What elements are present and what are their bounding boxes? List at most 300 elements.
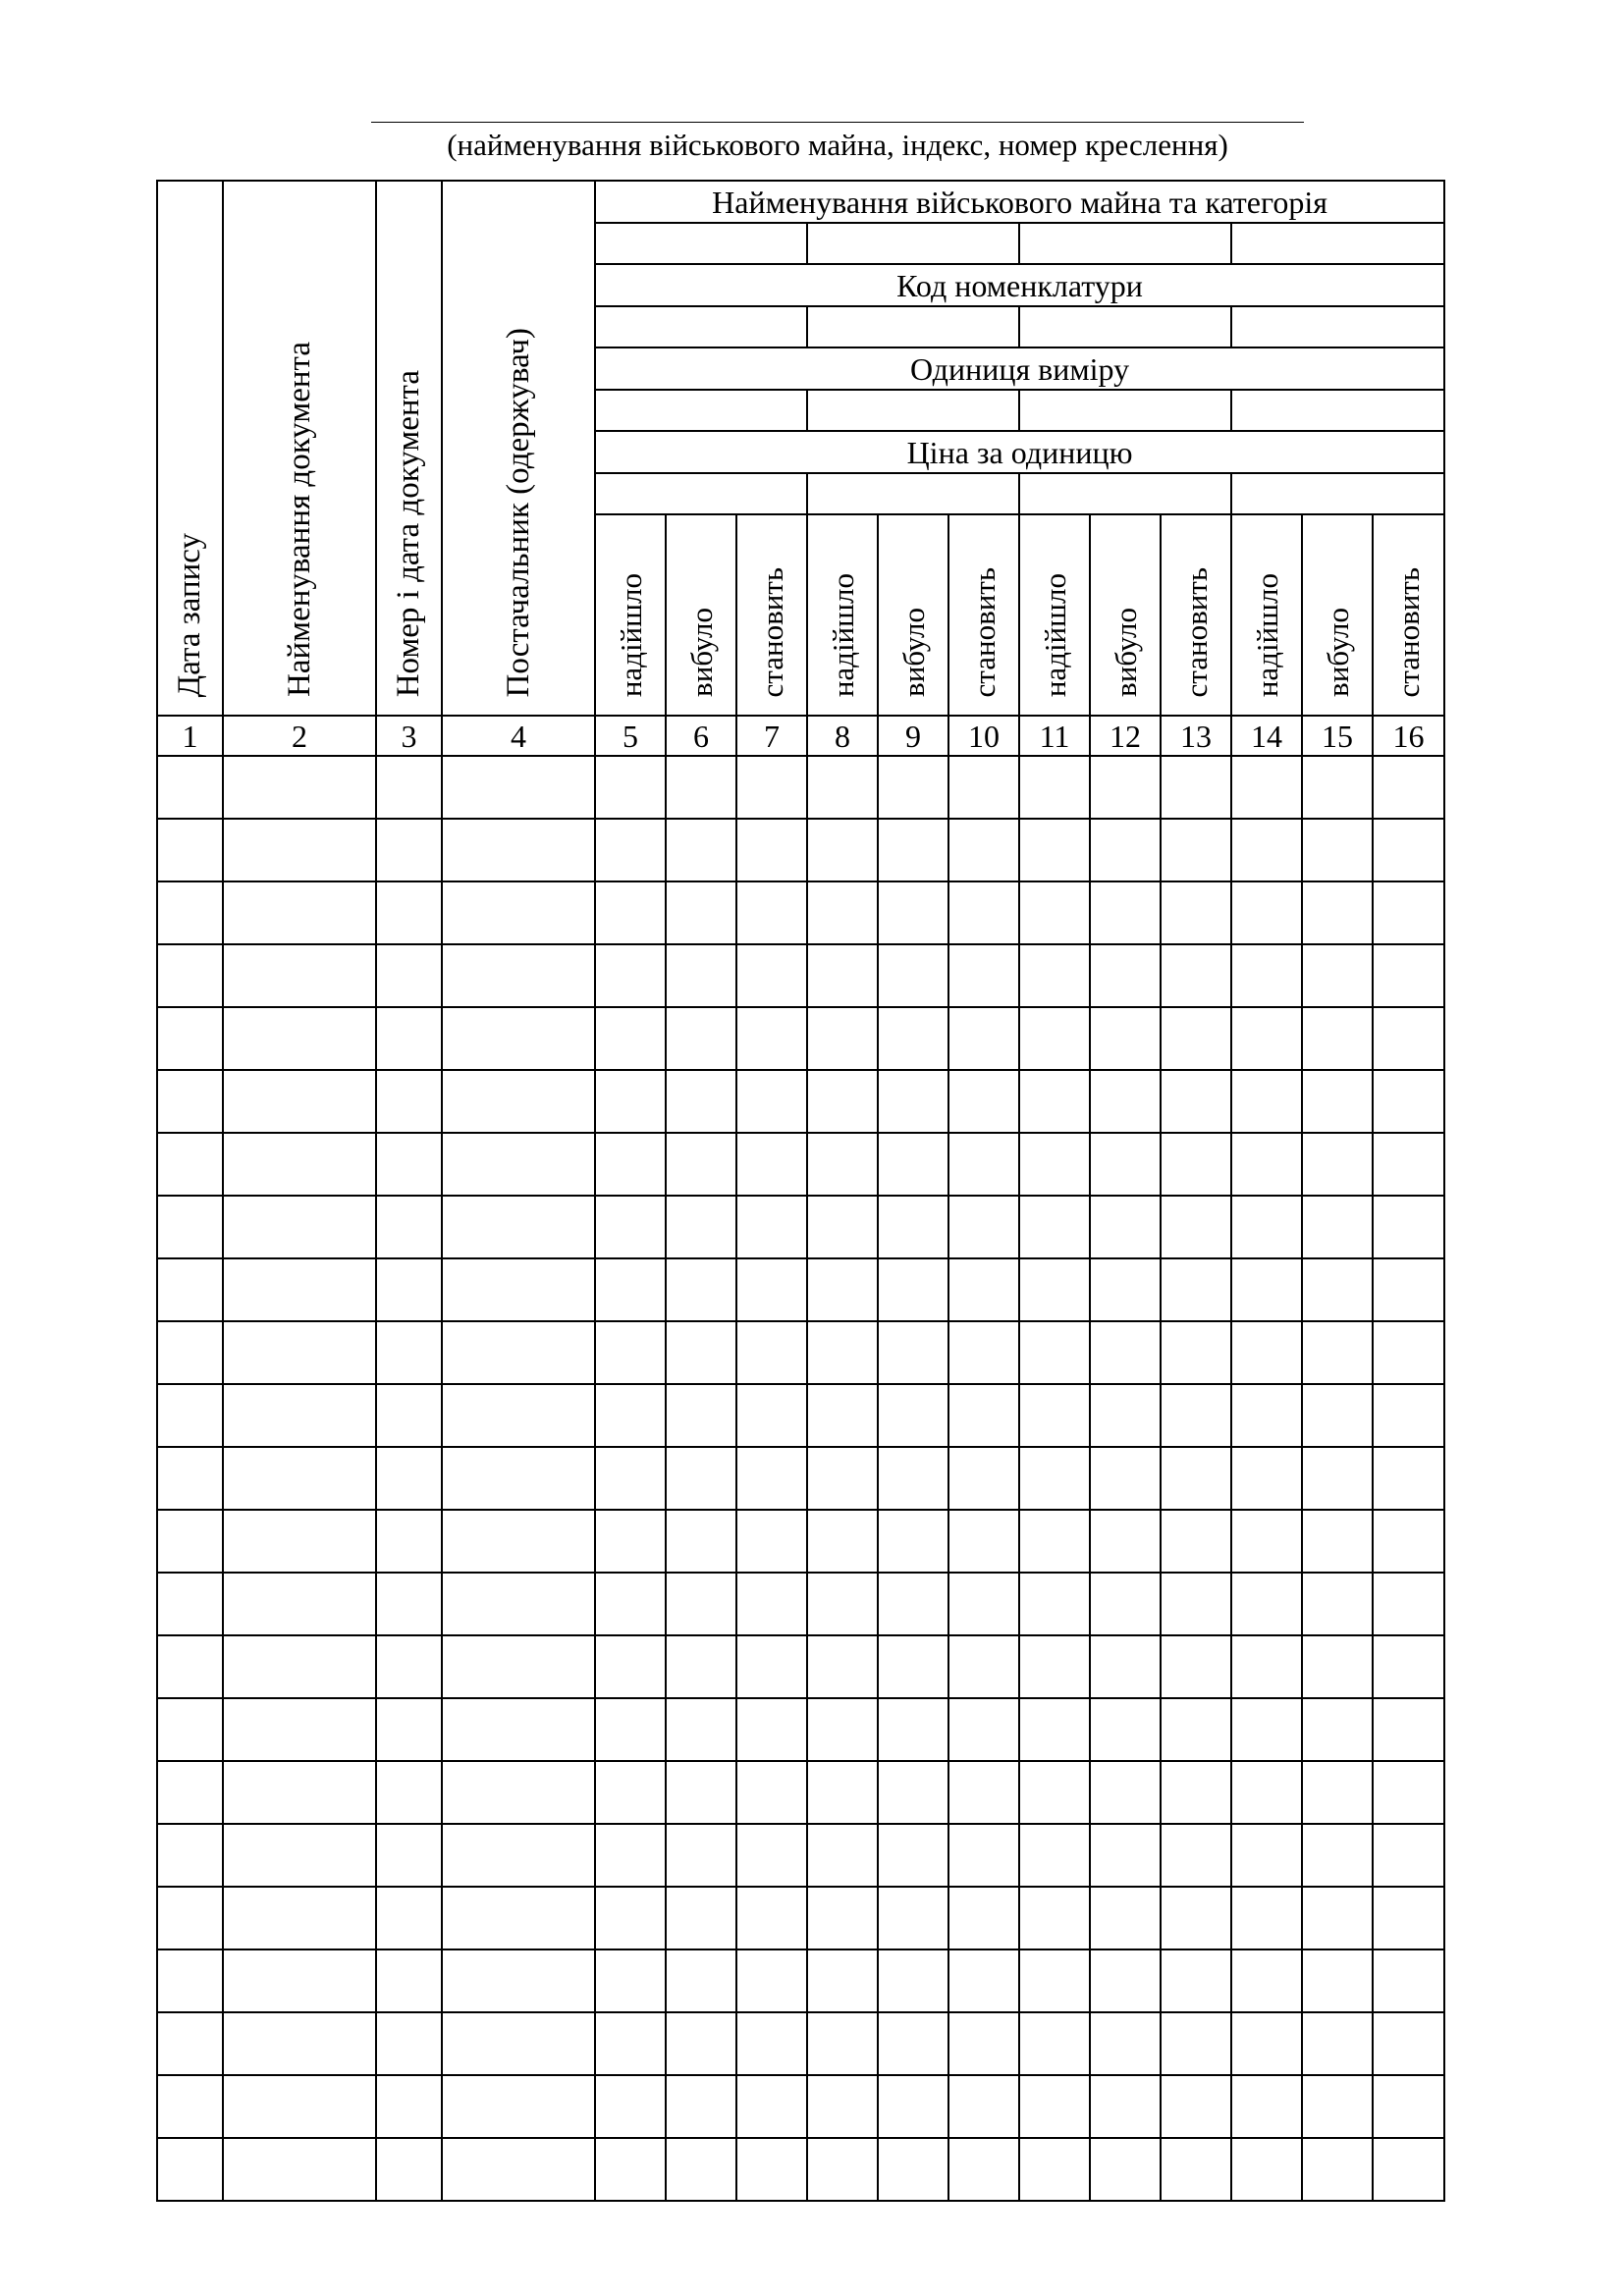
table-cell[interactable] bbox=[376, 819, 442, 881]
table-cell[interactable] bbox=[1302, 2012, 1373, 2075]
table-cell[interactable] bbox=[807, 944, 878, 1007]
table-cell[interactable] bbox=[736, 1258, 807, 1321]
table-cell[interactable] bbox=[376, 1196, 442, 1258]
table-cell[interactable] bbox=[666, 1321, 736, 1384]
table-cell[interactable] bbox=[878, 1510, 948, 1573]
table-cell[interactable] bbox=[1231, 1698, 1302, 1761]
table-cell[interactable] bbox=[1090, 944, 1161, 1007]
table-cell[interactable] bbox=[807, 2012, 878, 2075]
table-cell[interactable] bbox=[595, 944, 666, 1007]
table-cell[interactable] bbox=[376, 1573, 442, 1635]
table-cell[interactable] bbox=[1161, 819, 1231, 881]
table-cell[interactable] bbox=[878, 1070, 948, 1133]
table-cell[interactable] bbox=[948, 1761, 1019, 1824]
table-cell[interactable] bbox=[376, 1949, 442, 2012]
table-cell[interactable] bbox=[223, 2138, 376, 2201]
table-cell[interactable] bbox=[1019, 1824, 1090, 1887]
table-cell[interactable] bbox=[1090, 1510, 1161, 1573]
table-cell[interactable] bbox=[807, 1321, 878, 1384]
table-cell[interactable] bbox=[595, 2012, 666, 2075]
table-cell[interactable] bbox=[1302, 1196, 1373, 1258]
table-cell[interactable] bbox=[1090, 1949, 1161, 2012]
table-cell[interactable] bbox=[1373, 1258, 1444, 1321]
table-cell[interactable] bbox=[376, 1698, 442, 1761]
table-cell[interactable] bbox=[595, 1384, 666, 1447]
table-cell[interactable] bbox=[1090, 1887, 1161, 1949]
table-cell[interactable] bbox=[1019, 1887, 1090, 1949]
table-cell[interactable] bbox=[948, 1258, 1019, 1321]
table-cell[interactable] bbox=[442, 1573, 595, 1635]
table-cell[interactable] bbox=[442, 944, 595, 1007]
table-cell[interactable] bbox=[1231, 1133, 1302, 1196]
table-cell[interactable] bbox=[736, 1635, 807, 1698]
table-cell[interactable] bbox=[595, 1949, 666, 2012]
table-cell[interactable] bbox=[666, 1258, 736, 1321]
table-cell[interactable] bbox=[223, 1447, 376, 1510]
table-cell[interactable] bbox=[1090, 1447, 1161, 1510]
table-cell[interactable] bbox=[1161, 1761, 1231, 1824]
table-cell[interactable] bbox=[223, 1133, 376, 1196]
table-cell[interactable] bbox=[376, 944, 442, 1007]
table-cell[interactable] bbox=[1373, 881, 1444, 944]
table-cell[interactable] bbox=[1302, 2138, 1373, 2201]
table-cell[interactable] bbox=[442, 2012, 595, 2075]
table-cell[interactable] bbox=[1161, 1698, 1231, 1761]
table-cell[interactable] bbox=[1373, 1133, 1444, 1196]
table-cell[interactable] bbox=[1090, 2012, 1161, 2075]
table-cell[interactable] bbox=[807, 2138, 878, 2201]
table-cell[interactable] bbox=[948, 944, 1019, 1007]
table-cell[interactable] bbox=[376, 1258, 442, 1321]
table-cell[interactable] bbox=[807, 1949, 878, 2012]
table-cell[interactable] bbox=[878, 881, 948, 944]
table-cell[interactable] bbox=[666, 2012, 736, 2075]
table-cell[interactable] bbox=[948, 1887, 1019, 1949]
table-cell[interactable] bbox=[666, 1007, 736, 1070]
blank-cell[interactable] bbox=[807, 306, 1019, 347]
table-cell[interactable] bbox=[1373, 1510, 1444, 1573]
table-cell[interactable] bbox=[878, 1573, 948, 1635]
table-cell[interactable] bbox=[595, 881, 666, 944]
table-cell[interactable] bbox=[1373, 819, 1444, 881]
table-cell[interactable] bbox=[1231, 1887, 1302, 1949]
table-cell[interactable] bbox=[948, 819, 1019, 881]
table-cell[interactable] bbox=[1231, 819, 1302, 881]
blank-cell[interactable] bbox=[1019, 473, 1231, 514]
table-cell[interactable] bbox=[376, 1887, 442, 1949]
table-cell[interactable] bbox=[736, 2075, 807, 2138]
table-cell[interactable] bbox=[376, 1761, 442, 1824]
blank-cell[interactable] bbox=[595, 473, 807, 514]
table-cell[interactable] bbox=[948, 756, 1019, 819]
table-cell[interactable] bbox=[376, 1447, 442, 1510]
table-cell[interactable] bbox=[1302, 1698, 1373, 1761]
table-cell[interactable] bbox=[666, 819, 736, 881]
table-cell[interactable] bbox=[442, 1007, 595, 1070]
table-cell[interactable] bbox=[666, 1949, 736, 2012]
table-cell[interactable] bbox=[1302, 1824, 1373, 1887]
table-cell[interactable] bbox=[807, 756, 878, 819]
table-cell[interactable] bbox=[807, 1070, 878, 1133]
table-cell[interactable] bbox=[1373, 1698, 1444, 1761]
table-cell[interactable] bbox=[736, 1698, 807, 1761]
table-cell[interactable] bbox=[1019, 1384, 1090, 1447]
table-cell[interactable] bbox=[223, 1635, 376, 1698]
table-cell[interactable] bbox=[442, 1761, 595, 1824]
table-cell[interactable] bbox=[223, 756, 376, 819]
table-cell[interactable] bbox=[1161, 1133, 1231, 1196]
table-cell[interactable] bbox=[595, 1196, 666, 1258]
table-cell[interactable] bbox=[595, 1573, 666, 1635]
table-cell[interactable] bbox=[1161, 2012, 1231, 2075]
table-cell[interactable] bbox=[157, 1133, 223, 1196]
table-cell[interactable] bbox=[736, 756, 807, 819]
table-cell[interactable] bbox=[223, 1510, 376, 1573]
table-cell[interactable] bbox=[442, 1133, 595, 1196]
table-cell[interactable] bbox=[666, 756, 736, 819]
table-cell[interactable] bbox=[736, 1070, 807, 1133]
table-cell[interactable] bbox=[1019, 2075, 1090, 2138]
blank-cell[interactable] bbox=[807, 223, 1019, 264]
table-cell[interactable] bbox=[948, 1949, 1019, 2012]
table-cell[interactable] bbox=[666, 1573, 736, 1635]
blank-cell[interactable] bbox=[1019, 306, 1231, 347]
table-cell[interactable] bbox=[595, 1510, 666, 1573]
table-cell[interactable] bbox=[1019, 881, 1090, 944]
table-cell[interactable] bbox=[878, 1133, 948, 1196]
table-cell[interactable] bbox=[807, 1887, 878, 1949]
table-cell[interactable] bbox=[1231, 1258, 1302, 1321]
table-cell[interactable] bbox=[376, 2138, 442, 2201]
table-cell[interactable] bbox=[223, 1070, 376, 1133]
table-cell[interactable] bbox=[1231, 881, 1302, 944]
table-cell[interactable] bbox=[807, 1761, 878, 1824]
table-cell[interactable] bbox=[157, 1070, 223, 1133]
table-cell[interactable] bbox=[666, 1824, 736, 1887]
table-cell[interactable] bbox=[1373, 2138, 1444, 2201]
table-cell[interactable] bbox=[1373, 1761, 1444, 1824]
table-cell[interactable] bbox=[1302, 2075, 1373, 2138]
table-cell[interactable] bbox=[1302, 1447, 1373, 1510]
table-cell[interactable] bbox=[1302, 1761, 1373, 1824]
table-cell[interactable] bbox=[223, 881, 376, 944]
table-cell[interactable] bbox=[736, 819, 807, 881]
table-cell[interactable] bbox=[1019, 1447, 1090, 1510]
table-cell[interactable] bbox=[1161, 1384, 1231, 1447]
table-cell[interactable] bbox=[948, 1573, 1019, 1635]
table-cell[interactable] bbox=[1019, 944, 1090, 1007]
table-cell[interactable] bbox=[157, 1384, 223, 1447]
table-cell[interactable] bbox=[1231, 1070, 1302, 1133]
table-cell[interactable] bbox=[1090, 1258, 1161, 1321]
table-cell[interactable] bbox=[595, 2075, 666, 2138]
table-cell[interactable] bbox=[736, 881, 807, 944]
blank-cell[interactable] bbox=[1231, 306, 1444, 347]
table-cell[interactable] bbox=[1161, 881, 1231, 944]
table-cell[interactable] bbox=[878, 1949, 948, 2012]
table-cell[interactable] bbox=[1302, 1635, 1373, 1698]
table-cell[interactable] bbox=[1090, 881, 1161, 944]
table-cell[interactable] bbox=[666, 881, 736, 944]
table-cell[interactable] bbox=[157, 1887, 223, 1949]
table-cell[interactable] bbox=[157, 1824, 223, 1887]
table-cell[interactable] bbox=[807, 1510, 878, 1573]
table-cell[interactable] bbox=[948, 1321, 1019, 1384]
table-cell[interactable] bbox=[223, 819, 376, 881]
table-cell[interactable] bbox=[1019, 1698, 1090, 1761]
table-cell[interactable] bbox=[948, 1070, 1019, 1133]
table-cell[interactable] bbox=[442, 881, 595, 944]
table-cell[interactable] bbox=[1302, 1007, 1373, 1070]
table-cell[interactable] bbox=[1373, 1007, 1444, 1070]
table-cell[interactable] bbox=[442, 1070, 595, 1133]
table-cell[interactable] bbox=[736, 1384, 807, 1447]
table-cell[interactable] bbox=[442, 1447, 595, 1510]
table-cell[interactable] bbox=[666, 1887, 736, 1949]
table-cell[interactable] bbox=[948, 2012, 1019, 2075]
table-cell[interactable] bbox=[1019, 1258, 1090, 1321]
table-cell[interactable] bbox=[442, 1698, 595, 1761]
table-cell[interactable] bbox=[595, 1887, 666, 1949]
table-cell[interactable] bbox=[1373, 1196, 1444, 1258]
table-cell[interactable] bbox=[1019, 1761, 1090, 1824]
table-cell[interactable] bbox=[157, 1510, 223, 1573]
table-cell[interactable] bbox=[1373, 1887, 1444, 1949]
table-cell[interactable] bbox=[878, 819, 948, 881]
table-cell[interactable] bbox=[1161, 1447, 1231, 1510]
table-cell[interactable] bbox=[666, 2075, 736, 2138]
table-cell[interactable] bbox=[1090, 1635, 1161, 1698]
table-cell[interactable] bbox=[807, 1196, 878, 1258]
table-cell[interactable] bbox=[157, 1321, 223, 1384]
blank-cell[interactable] bbox=[807, 473, 1019, 514]
table-cell[interactable] bbox=[948, 1196, 1019, 1258]
table-cell[interactable] bbox=[1161, 2138, 1231, 2201]
table-cell[interactable] bbox=[736, 2012, 807, 2075]
table-cell[interactable] bbox=[595, 1447, 666, 1510]
table-cell[interactable] bbox=[1161, 2075, 1231, 2138]
table-cell[interactable] bbox=[948, 881, 1019, 944]
table-cell[interactable] bbox=[1161, 1635, 1231, 1698]
table-cell[interactable] bbox=[223, 2012, 376, 2075]
table-cell[interactable] bbox=[807, 1573, 878, 1635]
table-cell[interactable] bbox=[878, 1635, 948, 1698]
table-cell[interactable] bbox=[1090, 1573, 1161, 1635]
table-cell[interactable] bbox=[736, 1196, 807, 1258]
table-cell[interactable] bbox=[595, 756, 666, 819]
table-cell[interactable] bbox=[736, 1133, 807, 1196]
table-cell[interactable] bbox=[1090, 1070, 1161, 1133]
table-cell[interactable] bbox=[223, 1384, 376, 1447]
table-cell[interactable] bbox=[666, 1196, 736, 1258]
table-cell[interactable] bbox=[878, 1761, 948, 1824]
table-cell[interactable] bbox=[1302, 1384, 1373, 1447]
table-cell[interactable] bbox=[878, 944, 948, 1007]
table-cell[interactable] bbox=[666, 1070, 736, 1133]
table-cell[interactable] bbox=[736, 2138, 807, 2201]
table-cell[interactable] bbox=[878, 1824, 948, 1887]
table-cell[interactable] bbox=[1019, 1133, 1090, 1196]
table-cell[interactable] bbox=[1373, 1635, 1444, 1698]
table-cell[interactable] bbox=[1302, 819, 1373, 881]
table-cell[interactable] bbox=[442, 1321, 595, 1384]
table-cell[interactable] bbox=[1090, 2075, 1161, 2138]
table-cell[interactable] bbox=[1090, 1007, 1161, 1070]
table-cell[interactable] bbox=[666, 1635, 736, 1698]
table-cell[interactable] bbox=[1302, 944, 1373, 1007]
table-cell[interactable] bbox=[376, 1824, 442, 1887]
table-cell[interactable] bbox=[595, 1635, 666, 1698]
table-cell[interactable] bbox=[736, 1321, 807, 1384]
table-cell[interactable] bbox=[157, 819, 223, 881]
table-cell[interactable] bbox=[376, 1321, 442, 1384]
table-cell[interactable] bbox=[1161, 1824, 1231, 1887]
table-cell[interactable] bbox=[1161, 1007, 1231, 1070]
blank-cell[interactable] bbox=[1019, 390, 1231, 431]
table-cell[interactable] bbox=[948, 2075, 1019, 2138]
table-cell[interactable] bbox=[376, 1133, 442, 1196]
table-cell[interactable] bbox=[736, 944, 807, 1007]
table-cell[interactable] bbox=[376, 2075, 442, 2138]
table-cell[interactable] bbox=[442, 1824, 595, 1887]
table-cell[interactable] bbox=[878, 1447, 948, 1510]
table-cell[interactable] bbox=[807, 1133, 878, 1196]
table-cell[interactable] bbox=[595, 1070, 666, 1133]
table-cell[interactable] bbox=[1161, 756, 1231, 819]
table-cell[interactable] bbox=[1161, 944, 1231, 1007]
table-cell[interactable] bbox=[1231, 1635, 1302, 1698]
table-cell[interactable] bbox=[1161, 1887, 1231, 1949]
table-cell[interactable] bbox=[223, 944, 376, 1007]
table-cell[interactable] bbox=[442, 1949, 595, 2012]
table-cell[interactable] bbox=[595, 2138, 666, 2201]
table-cell[interactable] bbox=[1231, 2138, 1302, 2201]
table-cell[interactable] bbox=[666, 1447, 736, 1510]
table-cell[interactable] bbox=[878, 1384, 948, 1447]
table-cell[interactable] bbox=[223, 1573, 376, 1635]
table-cell[interactable] bbox=[1161, 1949, 1231, 2012]
table-cell[interactable] bbox=[1302, 1510, 1373, 1573]
table-cell[interactable] bbox=[1373, 1824, 1444, 1887]
table-cell[interactable] bbox=[1302, 1133, 1373, 1196]
table-cell[interactable] bbox=[157, 1761, 223, 1824]
table-cell[interactable] bbox=[878, 2075, 948, 2138]
table-cell[interactable] bbox=[736, 1824, 807, 1887]
table-cell[interactable] bbox=[1019, 1510, 1090, 1573]
table-cell[interactable] bbox=[1302, 1887, 1373, 1949]
table-cell[interactable] bbox=[1161, 1321, 1231, 1384]
table-cell[interactable] bbox=[1231, 1196, 1302, 1258]
table-cell[interactable] bbox=[878, 1321, 948, 1384]
table-cell[interactable] bbox=[442, 1258, 595, 1321]
table-cell[interactable] bbox=[1019, 2138, 1090, 2201]
blank-cell[interactable] bbox=[595, 390, 807, 431]
table-cell[interactable] bbox=[948, 1510, 1019, 1573]
table-cell[interactable] bbox=[376, 756, 442, 819]
table-cell[interactable] bbox=[223, 1949, 376, 2012]
table-cell[interactable] bbox=[1231, 944, 1302, 1007]
table-cell[interactable] bbox=[223, 1258, 376, 1321]
table-cell[interactable] bbox=[1302, 1258, 1373, 1321]
table-cell[interactable] bbox=[807, 1824, 878, 1887]
table-cell[interactable] bbox=[595, 1698, 666, 1761]
table-cell[interactable] bbox=[1019, 756, 1090, 819]
table-cell[interactable] bbox=[1302, 1070, 1373, 1133]
table-cell[interactable] bbox=[878, 1698, 948, 1761]
table-cell[interactable] bbox=[807, 1258, 878, 1321]
table-cell[interactable] bbox=[666, 1510, 736, 1573]
table-cell[interactable] bbox=[1373, 2075, 1444, 2138]
table-cell[interactable] bbox=[1161, 1573, 1231, 1635]
table-cell[interactable] bbox=[157, 1258, 223, 1321]
table-cell[interactable] bbox=[878, 2138, 948, 2201]
blank-cell[interactable] bbox=[595, 306, 807, 347]
table-cell[interactable] bbox=[157, 1698, 223, 1761]
table-cell[interactable] bbox=[442, 1384, 595, 1447]
table-cell[interactable] bbox=[1231, 1007, 1302, 1070]
table-cell[interactable] bbox=[442, 1635, 595, 1698]
table-cell[interactable] bbox=[1373, 1384, 1444, 1447]
table-cell[interactable] bbox=[1231, 1761, 1302, 1824]
table-cell[interactable] bbox=[807, 1384, 878, 1447]
table-cell[interactable] bbox=[948, 1447, 1019, 1510]
table-cell[interactable] bbox=[948, 2138, 1019, 2201]
table-cell[interactable] bbox=[666, 2138, 736, 2201]
table-cell[interactable] bbox=[1019, 819, 1090, 881]
table-cell[interactable] bbox=[807, 1635, 878, 1698]
table-cell[interactable] bbox=[878, 1887, 948, 1949]
table-cell[interactable] bbox=[376, 881, 442, 944]
table-cell[interactable] bbox=[442, 819, 595, 881]
table-cell[interactable] bbox=[223, 1321, 376, 1384]
table-cell[interactable] bbox=[376, 1070, 442, 1133]
table-cell[interactable] bbox=[223, 1698, 376, 1761]
table-cell[interactable] bbox=[1373, 756, 1444, 819]
table-cell[interactable] bbox=[666, 1384, 736, 1447]
table-cell[interactable] bbox=[223, 1196, 376, 1258]
table-cell[interactable] bbox=[948, 1007, 1019, 1070]
table-cell[interactable] bbox=[1161, 1070, 1231, 1133]
table-cell[interactable] bbox=[1231, 1384, 1302, 1447]
blank-cell[interactable] bbox=[595, 223, 807, 264]
table-cell[interactable] bbox=[1302, 756, 1373, 819]
table-cell[interactable] bbox=[807, 819, 878, 881]
table-cell[interactable] bbox=[736, 1887, 807, 1949]
table-cell[interactable] bbox=[223, 1007, 376, 1070]
table-cell[interactable] bbox=[157, 2012, 223, 2075]
table-cell[interactable] bbox=[807, 1698, 878, 1761]
table-cell[interactable] bbox=[1373, 1070, 1444, 1133]
table-cell[interactable] bbox=[376, 1384, 442, 1447]
table-cell[interactable] bbox=[442, 2138, 595, 2201]
table-cell[interactable] bbox=[807, 2075, 878, 2138]
table-cell[interactable] bbox=[223, 2075, 376, 2138]
table-cell[interactable] bbox=[1302, 1321, 1373, 1384]
table-cell[interactable] bbox=[1019, 1007, 1090, 1070]
table-cell[interactable] bbox=[223, 1824, 376, 1887]
blank-cell[interactable] bbox=[1231, 473, 1444, 514]
table-cell[interactable] bbox=[948, 1133, 1019, 1196]
table-cell[interactable] bbox=[878, 2012, 948, 2075]
table-cell[interactable] bbox=[442, 1510, 595, 1573]
table-cell[interactable] bbox=[442, 1196, 595, 1258]
table-cell[interactable] bbox=[666, 1698, 736, 1761]
table-cell[interactable] bbox=[1231, 2012, 1302, 2075]
table-cell[interactable] bbox=[376, 1635, 442, 1698]
table-cell[interactable] bbox=[595, 1761, 666, 1824]
table-cell[interactable] bbox=[666, 1761, 736, 1824]
table-cell[interactable] bbox=[1019, 1635, 1090, 1698]
